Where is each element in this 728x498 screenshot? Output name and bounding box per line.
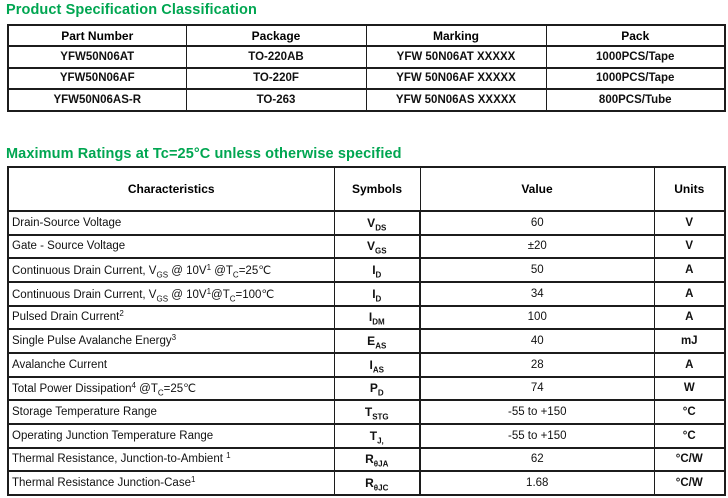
table-cell: YFW 50N06AF XXXXX	[366, 68, 546, 90]
column-header: Part Number	[8, 25, 186, 46]
characteristic-cell: Total Power Dissipation$^4$ $@T_C=25℃$	[8, 377, 334, 401]
value-cell: 100	[420, 306, 654, 330]
table-cell: YFW50N06AF	[8, 68, 186, 90]
symbol-cell: $R_{\theta JC}$	[334, 471, 420, 495]
header-row	[8, 167, 725, 211]
symbol-cell: $V_{DS}$	[334, 211, 420, 235]
column-header: Package	[186, 25, 366, 46]
product-spec-table	[7, 24, 726, 112]
table-row	[8, 46, 725, 68]
symbol-cell: $T_{STG}$	[334, 400, 420, 424]
table-cell: TO-220AB	[186, 46, 366, 68]
characteristic-cell: Continuous Drain Current, $V_{GS}$ @ $10V^1$ $@T_C=25℃$	[8, 258, 334, 282]
section-title-product-spec: Product Specification Classification	[6, 2, 257, 18]
value-cell: ±20	[420, 235, 654, 259]
column-header: Marking	[366, 25, 546, 46]
column-header: Units	[654, 167, 725, 211]
characteristic-cell: Pulsed Drain Current$^2$	[8, 306, 334, 330]
max-ratings-table	[7, 166, 726, 496]
table-row	[8, 329, 725, 353]
symbol-cell: $I_{AS}$	[334, 353, 420, 377]
section-title-max-ratings: Maximum Ratings at Tc=25°C unless otherwise specified	[6, 146, 402, 162]
table-row	[8, 377, 725, 401]
value-cell: 74	[420, 377, 654, 401]
symbol-cell: $I_D$	[334, 282, 420, 306]
unit-cell: °C/W	[654, 471, 725, 495]
table-row	[8, 424, 725, 448]
characteristic-cell: Thermal Resistance, Junction-to-Ambient $^1$	[8, 448, 334, 472]
table-row	[8, 282, 725, 306]
value-cell: 1.68	[420, 471, 654, 495]
value-cell: -55 to +150	[420, 424, 654, 448]
value-cell: 28	[420, 353, 654, 377]
table-row	[8, 89, 725, 111]
table-row	[8, 235, 725, 259]
table-row	[8, 471, 725, 495]
characteristic-cell: Gate - Source Voltage	[8, 235, 334, 259]
symbol-cell: $T_{J,}$	[334, 424, 420, 448]
value-cell: -55 to +150	[420, 400, 654, 424]
header-row	[8, 25, 725, 46]
value-cell: 62	[420, 448, 654, 472]
table-cell: YFW50N06AS-R	[8, 89, 186, 111]
table-cell: 800PCS/Tube	[546, 89, 725, 111]
unit-cell: A	[654, 282, 725, 306]
table-cell: TO-263	[186, 89, 366, 111]
table-cell: YFW 50N06AT XXXXX	[366, 46, 546, 68]
table-row	[8, 448, 725, 472]
symbol-cell: $I_D$	[334, 258, 420, 282]
unit-cell: V	[654, 235, 725, 259]
unit-cell: V	[654, 211, 725, 235]
unit-cell: W	[654, 377, 725, 401]
column-header: Characteristics	[8, 167, 334, 211]
characteristic-cell: Thermal Resistance Junction-Case$^1$	[8, 471, 334, 495]
column-header: Symbols	[334, 167, 420, 211]
value-cell: 60	[420, 211, 654, 235]
symbol-cell: $P_D$	[334, 377, 420, 401]
table-row	[8, 68, 725, 90]
value-cell: 34	[420, 282, 654, 306]
symbol-cell: $R_{\theta JA}$	[334, 448, 420, 472]
column-header: Value	[420, 167, 654, 211]
table-cell: 1000PCS/Tape	[546, 46, 725, 68]
unit-cell: A	[654, 258, 725, 282]
unit-cell: mJ	[654, 329, 725, 353]
symbol-cell: $V_{GS}$	[334, 235, 420, 259]
table-cell: YFW50N06AT	[8, 46, 186, 68]
unit-cell: A	[654, 306, 725, 330]
table-row	[8, 353, 725, 377]
characteristic-cell: Single Pulse Avalanche Energy$^3$	[8, 329, 334, 353]
table-row	[8, 400, 725, 424]
table-cell: TO-220F	[186, 68, 366, 90]
unit-cell: A	[654, 353, 725, 377]
value-cell: 40	[420, 329, 654, 353]
table-cell: 1000PCS/Tape	[546, 68, 725, 90]
unit-cell: °C	[654, 424, 725, 448]
characteristic-cell: Continuous Drain Current, $V_{GS}$ @ $10V^1@T_C=100℃$	[8, 282, 334, 306]
value-cell: 50	[420, 258, 654, 282]
unit-cell: °C/W	[654, 448, 725, 472]
characteristic-cell: Avalanche Current	[8, 353, 334, 377]
characteristic-cell: Drain-Source Voltage	[8, 211, 334, 235]
characteristic-cell: Operating Junction Temperature Range	[8, 424, 334, 448]
column-header: Pack	[546, 25, 725, 46]
table-row	[8, 258, 725, 282]
table-row	[8, 306, 725, 330]
table-row	[8, 211, 725, 235]
characteristic-cell: Storage Temperature Range	[8, 400, 334, 424]
unit-cell: °C	[654, 400, 725, 424]
table-cell: YFW 50N06AS XXXXX	[366, 89, 546, 111]
symbol-cell: $I_{DM}$	[334, 306, 420, 330]
symbol-cell: $E_{AS}$	[334, 329, 420, 353]
